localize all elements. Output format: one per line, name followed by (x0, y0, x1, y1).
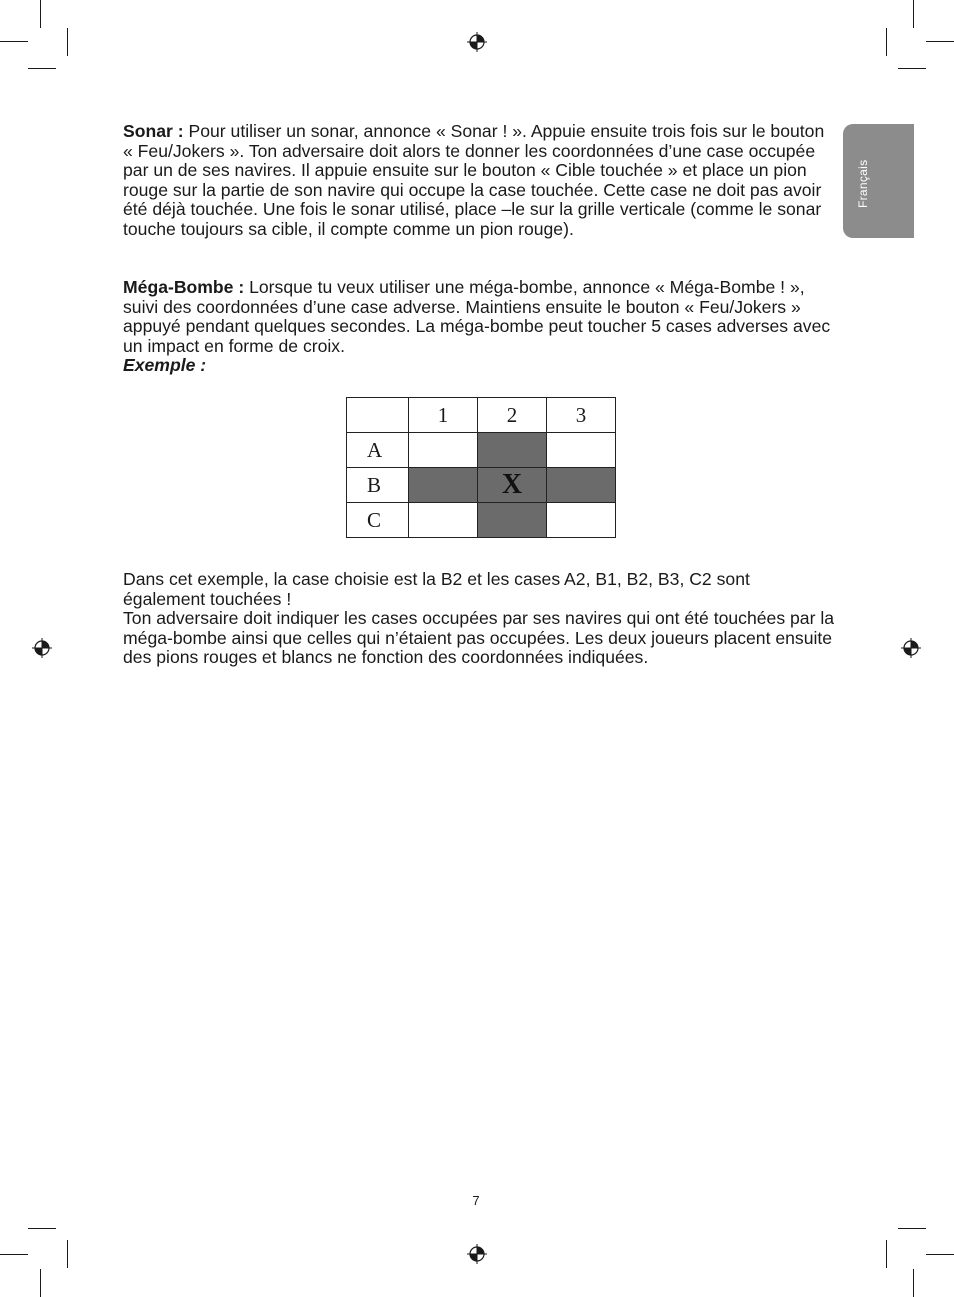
crop-mark (898, 68, 926, 69)
grid-row (347, 468, 616, 503)
registration-mark-icon (467, 32, 487, 52)
registration-mark-icon (467, 1244, 487, 1264)
explanation-paragraph (123, 570, 835, 668)
crop-mark (28, 68, 56, 69)
explanation-line-2: Ton adversaire doit indiquer les cases occupées par ses navires qui ont été touchées par la méga-bombe ainsi que celles qui n’étaient pas occupées. Les deux joueurs placent ensuite des pions rouges et blancs ne fonction des coordonnées indiquées. (123, 608, 835, 667)
sonar-text: Pour utiliser un sonar, annonce « Sonar ! ». Appuie ensuite trois fois sur le bouton « Feu/Jokers ». Ton adversaire doit alors te donner les coordonnées d’une case occupée par un de ses navires. Il appuie ensuite sur le bouton « Cible touchée » et place un pion rouge sur la partie de son navire qui occupe la case touchée. Cette case ne doit pas avoir été déjà touchée. Une fois le sonar utilisé, place –le sur la grille verticale (comme le sonar touche toujours sa cible, il compte comme un pion rouge). (123, 121, 825, 239)
crop-mark (40, 0, 41, 28)
crop-mark (886, 28, 887, 56)
grid-cell (409, 433, 478, 468)
grid-header-row (347, 398, 616, 433)
mega-bombe-text: Lorsque tu veux utiliser une méga-bombe, annonce « Méga-Bombe ! », suivi des coordonnées d’une case adverse. Maintiens ensuite le bouton « Feu/Jokers » appuyé pendant quelques secondes. La méga-bombe peut toucher 5 cases adverses avec un impact en forme de croix. (123, 277, 831, 356)
grid-row-header: C (347, 503, 409, 538)
crop-mark (926, 41, 954, 42)
grid-cell (478, 433, 547, 468)
crop-mark (913, 0, 914, 28)
grid-cell (478, 503, 547, 538)
grid-cell (547, 468, 616, 503)
registration-mark-icon (901, 638, 921, 658)
crop-mark (40, 1269, 41, 1297)
example-grid (346, 397, 616, 538)
grid-cell (547, 503, 616, 538)
mega-bombe-paragraph (123, 278, 835, 376)
crop-mark (898, 1228, 926, 1229)
explanation-line-1: Dans cet exemple, la case choisie est la B2 et les cases A2, B1, B2, B3, C2 sont également touchées ! (123, 569, 750, 609)
grid-column-header: 3 (547, 398, 616, 433)
grid-row-header: B (347, 468, 409, 503)
language-tab (843, 124, 914, 238)
crop-mark (0, 41, 28, 42)
grid-cell (409, 503, 478, 538)
crop-mark (28, 1228, 56, 1229)
sonar-title: Sonar : (123, 121, 184, 141)
example-label: Exemple : (123, 355, 207, 375)
grid-cell (409, 468, 478, 503)
crop-mark (67, 1240, 68, 1268)
registration-mark-icon (32, 638, 52, 658)
grid-column-header: 1 (409, 398, 478, 433)
mega-bombe-title: Méga-Bombe : (123, 277, 245, 297)
crop-mark (913, 1269, 914, 1297)
crop-mark (67, 28, 68, 56)
page-number: 7 (472, 1193, 480, 1208)
grid-row (347, 433, 616, 468)
grid-cell (547, 433, 616, 468)
crop-mark (886, 1240, 887, 1268)
grid-row-header: A (347, 433, 409, 468)
crop-mark (0, 1254, 28, 1255)
crop-mark (926, 1254, 954, 1255)
grid-column-header: 2 (478, 398, 547, 433)
sonar-paragraph (123, 122, 835, 239)
grid-row (347, 503, 616, 538)
language-tab-label: Français (856, 159, 870, 208)
grid-cell-target: X (478, 468, 547, 503)
grid-corner-cell (347, 398, 409, 433)
